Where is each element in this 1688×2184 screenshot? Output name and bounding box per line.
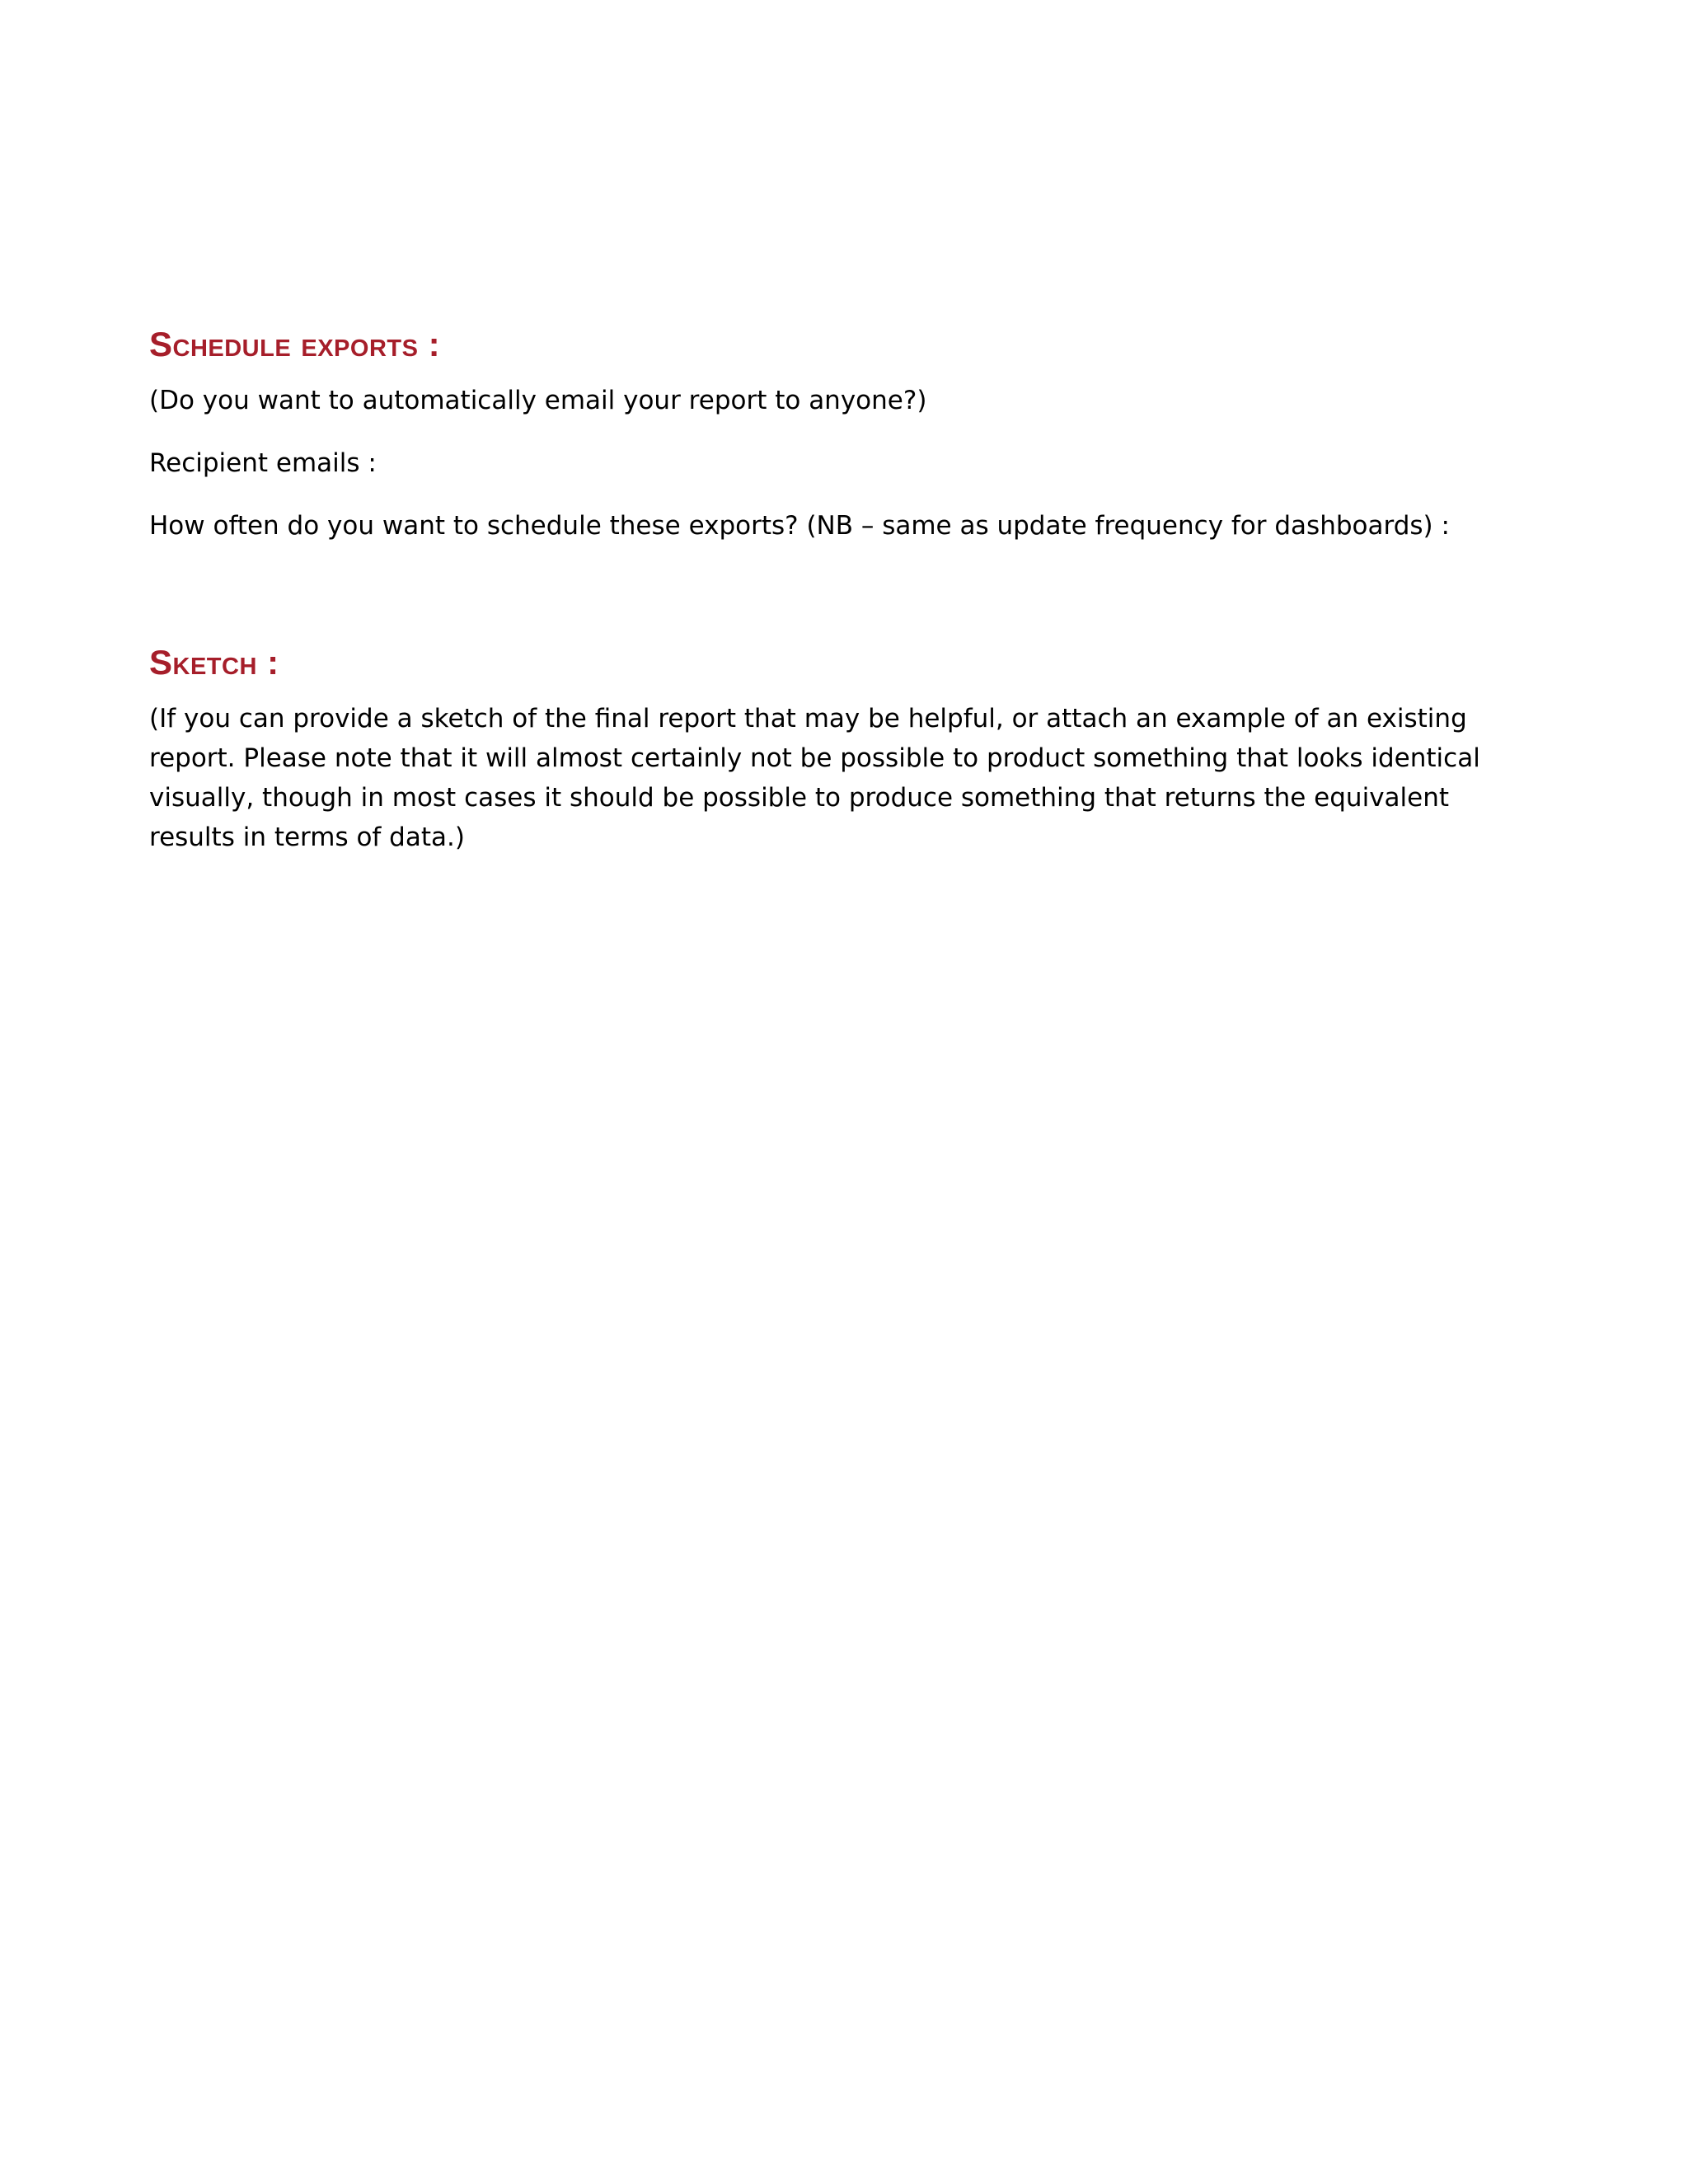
recipient-emails-label: Recipient emails : xyxy=(149,448,377,478)
sketch-description: (If you can provide a sketch of the final report that may be helpful, or attach an example of an existing report. Please note that it will almost certainly not be possible to product something that looks identical visually, though in most cases it should be possible to produce something that returns the equivalent results in terms of data.) xyxy=(149,704,1480,852)
sketch-heading: Sketch : xyxy=(149,643,279,682)
schedule-exports-intro: (Do you want to automatically email your report to anyone?) xyxy=(149,386,927,415)
document-content xyxy=(149,320,1509,857)
schedule-exports-heading: Schedule exports : xyxy=(149,325,441,363)
export-frequency-label: How often do you want to schedule these exports? (NB – same as update frequency for dashboards) : xyxy=(149,511,1450,541)
